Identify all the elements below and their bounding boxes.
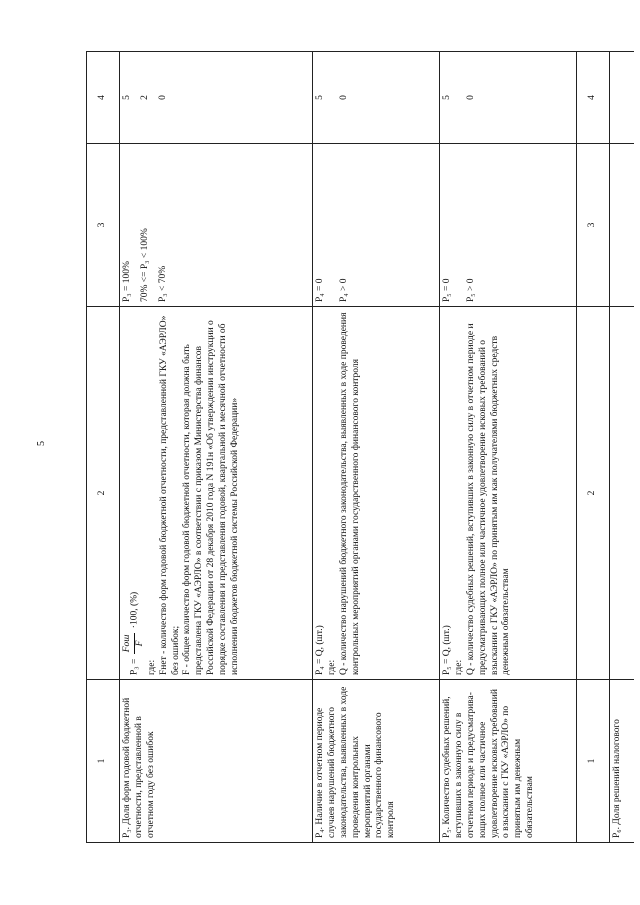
page-number: 5 bbox=[36, 441, 47, 446]
points-value: 5 bbox=[122, 95, 132, 100]
footer-col-4: 4 bbox=[577, 52, 610, 144]
definition-text: Fнет - количество форм годовой бюджетной отчетности, представленной ГКУ «АЭРЛО» без ошибок; bbox=[158, 315, 181, 675]
condition-text: P₅ = 0 bbox=[442, 278, 452, 302]
formula-tail: ·100, (%) bbox=[129, 591, 140, 629]
indicator-formula bbox=[313, 307, 440, 680]
points-cell bbox=[313, 52, 440, 144]
header-col-2: 2 bbox=[87, 307, 120, 680]
points-value: 2 bbox=[139, 95, 150, 100]
formula: P₅ = Q, (шт.) bbox=[442, 625, 452, 675]
footer-row bbox=[577, 52, 610, 843]
footer-col-3: 3 bbox=[577, 144, 610, 307]
formula-denominator: F bbox=[134, 640, 145, 647]
header-row bbox=[87, 52, 120, 843]
condition-cell bbox=[120, 144, 313, 307]
points-value: 5 bbox=[315, 95, 325, 100]
points-value: 0 bbox=[338, 95, 349, 100]
indicator-table bbox=[86, 51, 634, 843]
empty-cell bbox=[610, 144, 635, 307]
where-label: где: bbox=[453, 659, 464, 675]
points-value: 0 bbox=[465, 95, 476, 100]
table-row bbox=[610, 52, 635, 843]
rotated-table-container bbox=[86, 56, 622, 843]
formula-fraction bbox=[122, 633, 147, 655]
condition-text: P₅ > 0 bbox=[465, 278, 476, 302]
formula-numerator: Fош bbox=[122, 633, 135, 655]
indicator-name: P₄. Наличие в отчетном периоде случаев нарушений бюджетного законодательства, выявленных в ходе проведения контрольных мероприятий органами государственного финансового контроля bbox=[313, 680, 440, 843]
condition-text: P₃ = 100% bbox=[122, 261, 132, 302]
footer-col-1: 1 bbox=[577, 680, 610, 843]
points-cell bbox=[440, 52, 577, 144]
formula bbox=[122, 311, 147, 675]
footer-col-2: 2 bbox=[577, 307, 610, 680]
points-value: 0 bbox=[157, 95, 168, 100]
definition-text: F - общее количество форм годовой бюджетной отчетности, которая должна быть представлена ГКУ «АЭРЛО» в соответствии с приказом Министерства финансов Российской Федерации от 28 декабря 2010 года N 191н «Об утверждении инструкции о порядке составления и представления годовой, квартальной и месячной отчетности об исполнении бюджетов бюджетной системы Российской Федерации» bbox=[182, 320, 240, 675]
table-row bbox=[440, 52, 577, 843]
where-label: где: bbox=[326, 659, 337, 675]
indicator-name: P₃. Доля форм годовой бюджетной отчетности, представленной в отчетном году без ошибок bbox=[120, 680, 313, 843]
points-cell bbox=[120, 52, 313, 144]
header-col-4: 4 bbox=[87, 52, 120, 144]
where-label: где: bbox=[146, 659, 157, 675]
condition-text: 70% <= P₃ < 100% bbox=[139, 228, 150, 302]
indicator-formula bbox=[440, 307, 577, 680]
indicator-name: P₅. Количество судебных решений, вступивших в законную силу в отчетном периоде и предусматрива-ющих полное или частичное удовлетворение исковых требований о взыскании с ГКУ «АЭРЛО» по принятым им денежным обязательствам bbox=[440, 680, 577, 843]
points-value: 5 bbox=[442, 95, 452, 100]
empty-cell bbox=[610, 307, 635, 680]
condition-text: P₄ > 0 bbox=[338, 278, 349, 302]
indicator-formula bbox=[120, 307, 313, 680]
formula-lhs: P₃ = bbox=[129, 658, 140, 675]
empty-cell bbox=[610, 52, 635, 144]
condition-cell bbox=[313, 144, 440, 307]
condition-text: P₃ < 70% bbox=[157, 265, 168, 302]
header-col-1: 1 bbox=[87, 680, 120, 843]
indicator-name: P₆. Доля решений налогового bbox=[610, 680, 635, 843]
definition-text: Q - количество судебных решений, вступивших в законную силу в отчетном периоде и предусматривающих полное или частичное удовлетворение исковых требований о взыскании с ГКУ «АЭРЛО» по принятым им как получателями бюджетных средств денежным обязательствам bbox=[465, 323, 512, 675]
table-row bbox=[313, 52, 440, 843]
definition-text: Q - количество нарушений бюджетного законодательства, выявленных в ходе проведения контрольных мероприятий органами государственного финансового контроля bbox=[338, 312, 361, 675]
table-row bbox=[120, 52, 313, 843]
condition-cell bbox=[440, 144, 577, 307]
header-col-3: 3 bbox=[87, 144, 120, 307]
condition-text: P₄ = 0 bbox=[315, 278, 325, 302]
formula: P₄ = Q, (шт.) bbox=[315, 625, 325, 675]
